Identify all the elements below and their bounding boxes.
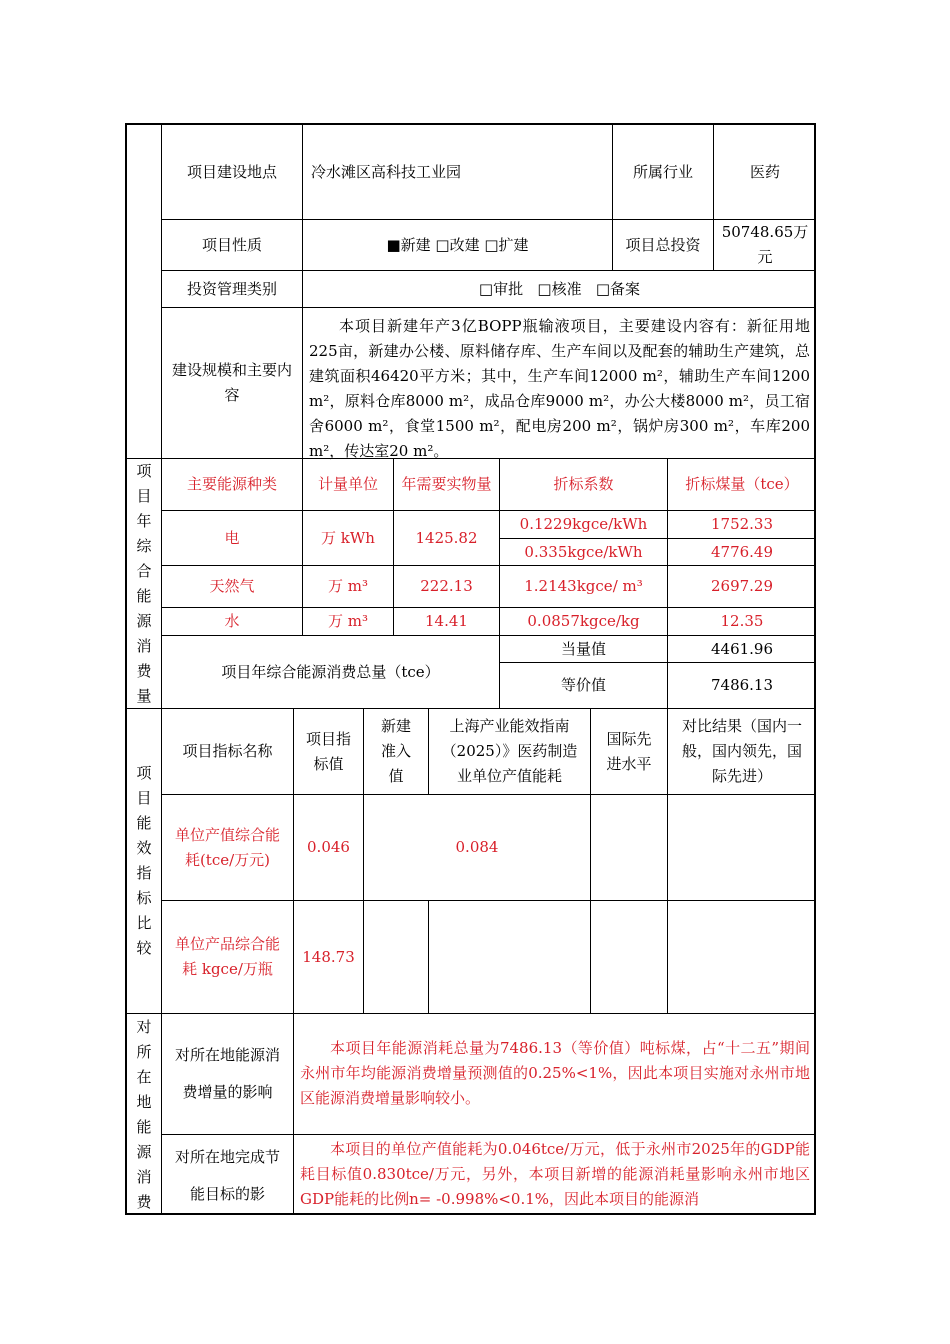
total-invest-value: 50748.65万元: [714, 220, 816, 271]
location-value: 冷水滩区高科技工业园: [303, 125, 613, 220]
equiv-value-label: 等价值: [500, 663, 668, 709]
basic-section-label: [127, 125, 162, 459]
total-invest-label: 项目总投资: [613, 220, 714, 271]
scale-label: 建设规模和主要内容: [162, 308, 303, 459]
eff-header-value: 项目指标值: [294, 709, 364, 795]
energy-row-unit: 万 kWh: [303, 511, 394, 566]
energy-row-tce: 1752.33: [668, 511, 816, 539]
energy-row-type: 电: [162, 511, 303, 566]
energy-row-tce: 12.35: [668, 608, 816, 636]
eff-row-intl: [591, 901, 668, 1014]
industry-value: 医药: [714, 125, 816, 220]
eff-row-guide: 0.084: [364, 795, 591, 901]
energy-assessment-table: [125, 123, 816, 1215]
energy-header-amount: 年需要实物量: [394, 459, 500, 511]
energy-section-label: 项 目 年 综 合 能 源 消 费 量: [127, 459, 162, 709]
equal-value-label: 当量值: [500, 636, 668, 663]
energy-row-unit: 万 m³: [303, 608, 394, 636]
energy-row-coef-alt: 0.335kgce/kWh: [500, 539, 668, 566]
eff-row-name: 单位产品综合能耗 kgce/万瓶: [162, 901, 294, 1014]
energy-header-coef: 折标系数: [500, 459, 668, 511]
scale-text: 本项目新建年产3亿BOPP瓶输液项目，主要建设内容有：新征用地225亩，新建办公楼、原料储存库、生产车间以及配套的辅助生产建筑，总建筑面积46420平方米；其中，生产车间12000 m²，辅助生产车间1200 m²，原料仓库8000 m²，成品仓库9000 m²，办公大楼8000 m²，员工宿舍6000 m²，食堂1500 m²，配电房200 m²，锅炉房300 m²，车库200 m²，传达室20 m²。: [303, 308, 816, 459]
impact-row-text: 本项目年能源消耗总量为7486.13（等价值）吨标煤，占“十二五”期间永州市年均能源消费增量预测值的0.25%<1%，因此本项目实施对永州市地区能源消费增量影响较小。: [294, 1014, 816, 1135]
eff-header-result: 对比结果（国内一般，国内领先，国际先进）: [668, 709, 816, 795]
equal-value: 4461.96: [668, 636, 816, 663]
equiv-value: 7486.13: [668, 663, 816, 709]
eff-row-value: 148.73: [294, 901, 364, 1014]
impact-row-label: 对所在地能源消费增量的影响: [162, 1014, 294, 1135]
eff-row-guide: [429, 901, 591, 1014]
energy-row-coef: 0.1229kgce/kWh: [500, 511, 668, 539]
energy-row-coef: 0.0857kgce/kg: [500, 608, 668, 636]
nature-label: 项目性质: [162, 220, 303, 271]
energy-header-type: 主要能源种类: [162, 459, 303, 511]
invest-type-label: 投资管理类别: [162, 271, 303, 308]
invest-type-options: □审批 □核准 □备案: [303, 271, 816, 308]
energy-row-unit: 万 m³: [303, 566, 394, 608]
energy-row-type: 水: [162, 608, 303, 636]
eff-row-name: 单位产值综合能耗(tce/万元): [162, 795, 294, 901]
eff-row-intl: [591, 795, 668, 901]
energy-header-tce: 折标煤量（tce）: [668, 459, 816, 511]
impact-section-label: 对 所 在 地 能 源 消 费: [127, 1014, 162, 1215]
eff-header-name: 项目指标名称: [162, 709, 294, 795]
eff-header-intl: 国际先进水平: [591, 709, 668, 795]
energy-row-coef: 1.2143kgce/ m³: [500, 566, 668, 608]
energy-row-amount: 1425.82: [394, 511, 500, 566]
energy-row-tce: 2697.29: [668, 566, 816, 608]
nature-options: ■新建 □改建 □扩建: [303, 220, 613, 271]
energy-total-label: 项目年综合能源消费总量（tce）: [162, 636, 500, 709]
energy-row-tce-alt: 4776.49: [668, 539, 816, 566]
energy-row-type: 天然气: [162, 566, 303, 608]
energy-header-unit: 计量单位: [303, 459, 394, 511]
eff-row-result: [668, 901, 816, 1014]
impact-row-text: 本项目的单位产值能耗为0.046tce/万元，低于永州市2025年的GDP能耗目标值0.830tce/万元，另外，本项目新增的能源消耗量影响永州市地区GDP能耗的比例n= -0.998%<0.1%，因此本项目的能源消: [300, 1140, 810, 1208]
location-label: 项目建设地点: [162, 125, 303, 220]
eff-header-standard: 新建准入值: [364, 709, 429, 795]
eff-row-result: [668, 795, 816, 901]
impact-row-label: 对所在地完成节能目标的影: [162, 1135, 294, 1215]
eff-row-standard: [364, 901, 429, 1014]
energy-row-amount: 14.41: [394, 608, 500, 636]
eff-row-value: 0.046: [294, 795, 364, 901]
efficiency-section-label: 项 目 能 效 指 标 比 较: [127, 709, 162, 1014]
eff-header-guide: 上海产业能效指南（2025）》医药制造业单位产值能耗: [429, 709, 591, 795]
energy-row-amount: 222.13: [394, 566, 500, 608]
industry-label: 所属行业: [613, 125, 714, 220]
